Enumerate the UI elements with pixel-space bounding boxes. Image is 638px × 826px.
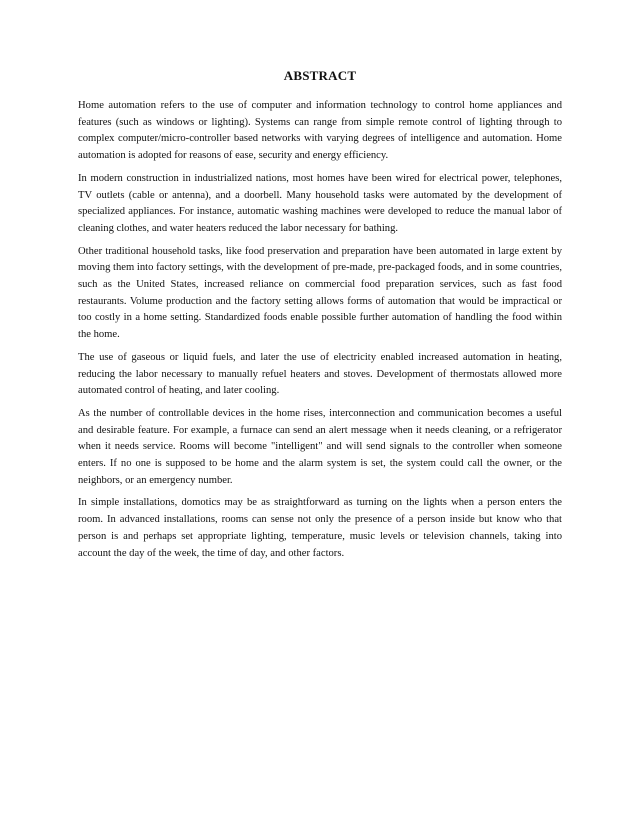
paragraph-definition: Home automation refers to the use of computer and information technology to control home appliances and features (such as windows or lighting). Systems can range from simple remote control of lighting through to complex computer/micro-controller based networks with varying degrees of intelligence and automation. Home automation is adopted for reasons of ease, security and energy efficiency.: [78, 100, 562, 162]
paragraph-installations: In simple installations, domotics may be as straightforward as turning on the lights when a person enters the room. In advanced installations, rooms can sense not only the presence of a person inside but know who that person is and perhaps set appropriate lighting, temperature, music levels or television channels, taking into account the day of the week, the time of day, and other factors.: [78, 497, 562, 559]
abstract-heading: ABSTRACT: [283, 68, 357, 83]
document-page: [78, 62, 562, 568]
paragraph-controllable-devices: As the number of controllable devices in the home rises, interconnection and communication becomes a useful and desirable feature. For example, a furnace can send an alert message when it needs cleaning, or a refrigerator when it needs service. Rooms will become "intelligent" and will send signals to the controller when someone enters. If no one is supposed to be home and the alarm system is set, the system could call the owner, or the neighbors, or an emergency number.: [78, 407, 562, 486]
paragraph-modern-construction: In modern construction in industrialized nations, most homes have been wired for electrical power, telephones, TV outlets (cable or antenna), and a doorbell. Many household tasks were automated by the development of specialized appliances. For instance, automatic washing machines were developed to reduce the manual labor of cleaning clothes, and water heaters reduced the labor necessary for bathing.: [78, 172, 562, 234]
paragraph-household-tasks: Other traditional household tasks, like food preservation and preparation have been automated in large extent by moving them into factory settings, with the development of pre-made, pre-packaged foods, and in some countries, such as the United States, increased reliance on commercial food preparation services, such as fast food restaurants. Volume production and the factory setting allows forms of automation that would be impractical or too costly in a home setting. Standardized foods enable possible further automation of handling the food within the home.: [78, 245, 562, 341]
paragraph-fuels-heating: The use of gaseous or liquid fuels, and later the use of electricity enabled increased automation in heating, reducing the labor necessary to manually refuel heaters and stoves. Development of thermostats allowed more automated control of heating, and later cooling.: [78, 351, 562, 397]
